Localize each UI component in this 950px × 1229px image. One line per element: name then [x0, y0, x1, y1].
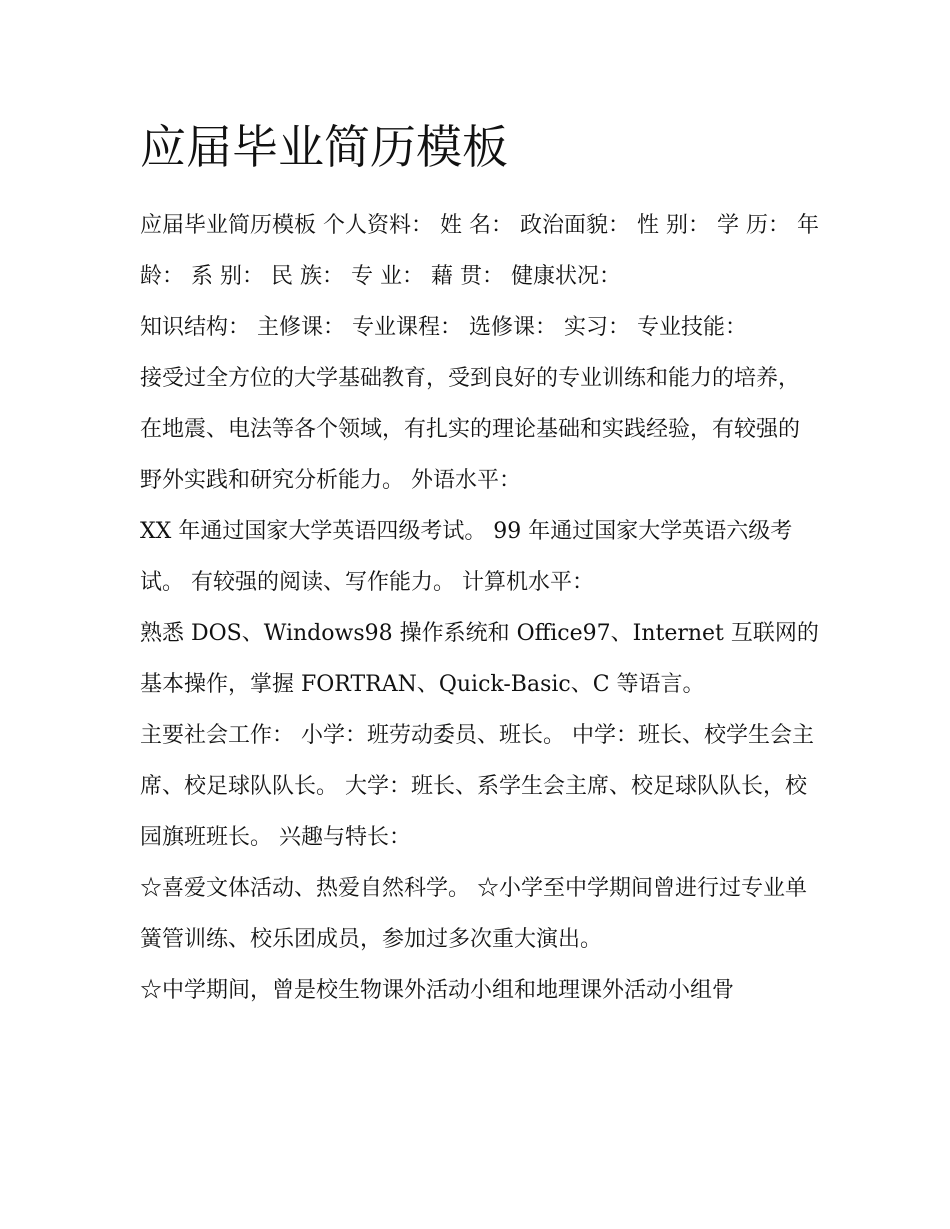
paragraph-knowledge-structure: 知识结构： 主修课： 专业课程： 选修课： 实习： 专业技能： — [140, 315, 747, 340]
paragraph-hobbies: ☆喜爱文体活动、热爱自然科学。 ☆小学至中学期间曾进行过专业单簧管训练、校乐团成员，参加过多次重大演出。 — [140, 876, 807, 952]
paragraph-education-summary: 接受过全方位的大学基础教育，受到良好的专业训练和能力的培养，在地震、电法等各个领域，有扎实的理论基础和实践经验，有较强的野外实践和研究分析能力。 外语水平： — [140, 366, 801, 493]
paragraph-language-level: XX 年通过国家大学英语四级考试。 99 年通过国家大学英语六级考试。 有较强的阅读、写作能力。 计算机水平： — [140, 519, 793, 595]
document-title: 应届毕业简历模板 — [140, 120, 508, 174]
paragraph-middle-school: ☆中学期间，曾是校生物课外活动小组和地理课外活动小组骨 — [140, 978, 735, 1003]
document-body — [140, 200, 820, 1016]
paragraph-personal-info: 应届毕业简历模板 个人资料： 姓 名： 政治面貌： 性 别： 学 历： 年 龄： 系 别： 民 族： 专 业： 藉 贯： 健康状况： — [140, 213, 819, 289]
paragraph-social-work: 主要社会工作： 小学：班劳动委员、班长。 中学：班长、校学生会主席、校足球队队长。 大学：班长、系学生会主席、校足球队队长，校园旗班班长。 兴趣与特长： — [140, 723, 814, 850]
paragraph-computer-skills: 熟悉 DOS、Windows98 操作系统和 Office97、Internet 互联网的基本操作，掌握 FORTRAN、Quick-Basic、C 等语言。 — [140, 621, 819, 697]
